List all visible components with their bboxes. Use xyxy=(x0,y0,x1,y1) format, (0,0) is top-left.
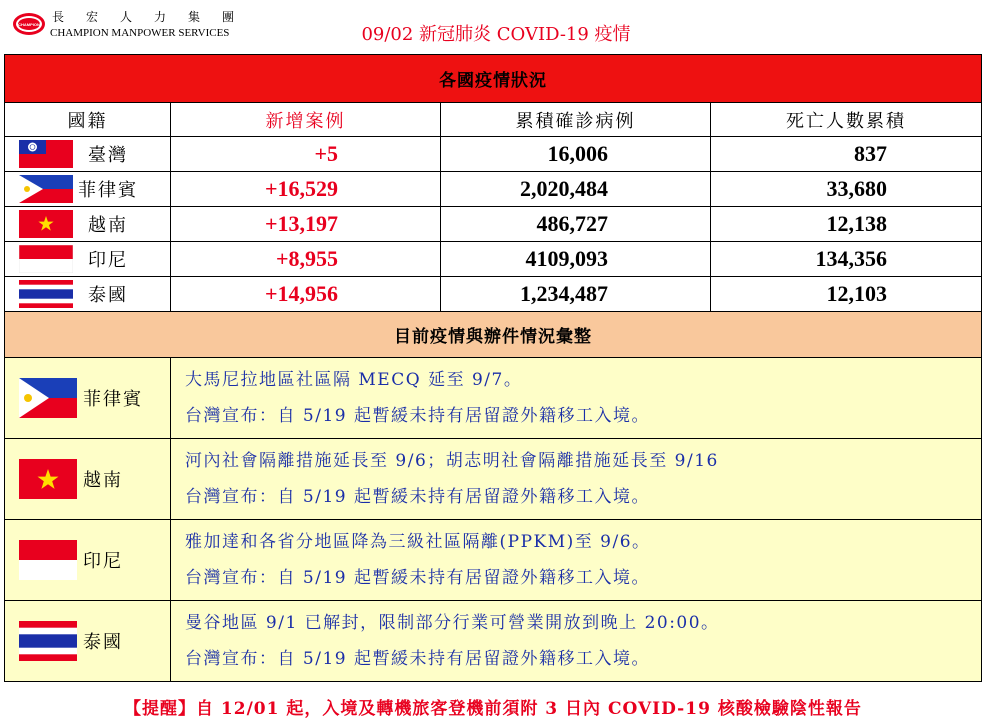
total-cases-value: 486,727 xyxy=(441,207,711,241)
total-cases-value: 1,234,487 xyxy=(441,277,711,311)
header-country: 國籍 xyxy=(5,103,171,136)
total-deaths-value: 134,356 xyxy=(815,246,887,271)
info-country-name: 印尼 xyxy=(83,551,123,572)
company-name-cn: 長宏人力集團 xyxy=(52,10,257,24)
info-country-name: 菲律賓 xyxy=(83,389,143,410)
info-line: 雅加達和各省分地區降為三級社區隔離(PPKM)至 9/6。 xyxy=(185,532,651,552)
info-line: 台灣宣布：自 5/19 起暫緩未持有居留證外籍移工入境。 xyxy=(185,649,650,669)
info-row xyxy=(5,520,981,601)
info-line: 台灣宣布：自 5/19 起暫緩未持有居留證外籍移工入境。 xyxy=(185,406,650,426)
company-name-en: CHAMPION MANPOWER SERVICES xyxy=(50,27,230,39)
info-text xyxy=(171,520,981,600)
country-cell xyxy=(5,277,171,311)
country-name: 泰國 xyxy=(88,285,128,306)
total-cases-value: 2,020,484 xyxy=(441,172,711,206)
total-deaths-value: 837 xyxy=(854,141,887,166)
new-cases-value: +14,956 xyxy=(171,277,441,311)
reminder-note: 【提醒】自 12/01 起，入境及轉機旅客登機前須附 3 日內 COVID-19 核酸檢驗陰性報告 xyxy=(124,699,862,719)
section-title-summary: 目前疫情與辦件情況彙整 xyxy=(5,312,981,358)
total-deaths-value: 12,103 xyxy=(826,281,887,306)
country-name: 臺灣 xyxy=(88,145,128,166)
country-cell xyxy=(5,137,171,171)
new-cases-value: +13,197 xyxy=(171,207,441,241)
company-logo xyxy=(12,12,46,36)
table-row xyxy=(5,172,981,207)
info-text xyxy=(171,601,981,681)
document-title: 09/02 新冠肺炎 COVID-19 疫情 xyxy=(361,24,631,45)
info-country-cell xyxy=(5,358,171,438)
table-header-row xyxy=(5,103,981,137)
taiwan-flag-icon xyxy=(19,140,73,168)
country-name: 越南 xyxy=(88,215,128,236)
info-row xyxy=(5,439,981,520)
philippines-flag-icon xyxy=(19,175,73,203)
table-row xyxy=(5,207,981,242)
thailand-flag-icon xyxy=(19,621,77,661)
info-country-cell xyxy=(5,520,171,600)
info-text xyxy=(171,439,981,519)
country-cell xyxy=(5,207,171,241)
table-row xyxy=(5,277,981,312)
country-cell xyxy=(5,172,171,206)
table-row xyxy=(5,137,981,172)
info-country-cell xyxy=(5,601,171,681)
indonesia-flag-icon xyxy=(19,540,77,580)
country-cell xyxy=(5,242,171,276)
info-text xyxy=(171,358,981,438)
info-country-name: 越南 xyxy=(83,470,123,491)
info-country-cell xyxy=(5,439,171,519)
header-new-cases: 新增案例 xyxy=(171,103,441,136)
total-cases-value: 4109,093 xyxy=(441,242,711,276)
new-cases-value: +5 xyxy=(171,137,441,171)
info-row xyxy=(5,601,981,682)
philippines-flag-icon xyxy=(19,378,77,418)
svg-text:CHAMPION: CHAMPION xyxy=(18,22,40,27)
info-line: 曼谷地區 9/1 已解封，限制部分行業可營業開放到晚上 20:00。 xyxy=(185,613,720,633)
info-country-name: 泰國 xyxy=(83,632,123,653)
vietnam-flag-icon xyxy=(19,210,73,238)
info-line: 台灣宣布：自 5/19 起暫緩未持有居留證外籍移工入境。 xyxy=(185,568,650,588)
indonesia-flag-icon xyxy=(19,245,73,273)
info-row xyxy=(5,358,981,439)
header-total-deaths: 死亡人數累積 xyxy=(786,110,906,132)
total-cases-value: 16,006 xyxy=(441,137,711,171)
header-total-cases: 累積確診病例 xyxy=(441,103,711,136)
thailand-flag-icon xyxy=(19,280,73,308)
section-title-country-status: 各國疫情狀況 xyxy=(5,55,981,103)
new-cases-value: +8,955 xyxy=(171,242,441,276)
total-deaths-value: 33,680 xyxy=(826,176,887,201)
total-deaths-value: 12,138 xyxy=(826,211,887,236)
info-line: 河內社會隔離措施延長至 9/6；胡志明社會隔離措施延長至 9/16 xyxy=(185,451,719,471)
country-name: 印尼 xyxy=(88,250,128,271)
country-name: 菲律賓 xyxy=(78,180,138,201)
vietnam-flag-icon xyxy=(19,459,77,499)
info-line: 台灣宣布：自 5/19 起暫緩未持有居留證外籍移工入境。 xyxy=(185,487,650,507)
document-header xyxy=(0,0,986,52)
covid-report xyxy=(4,54,982,682)
new-cases-value: +16,529 xyxy=(171,172,441,206)
table-row xyxy=(5,242,981,277)
info-line: 大馬尼拉地區社區隔 MECQ 延至 9/7。 xyxy=(185,370,523,390)
